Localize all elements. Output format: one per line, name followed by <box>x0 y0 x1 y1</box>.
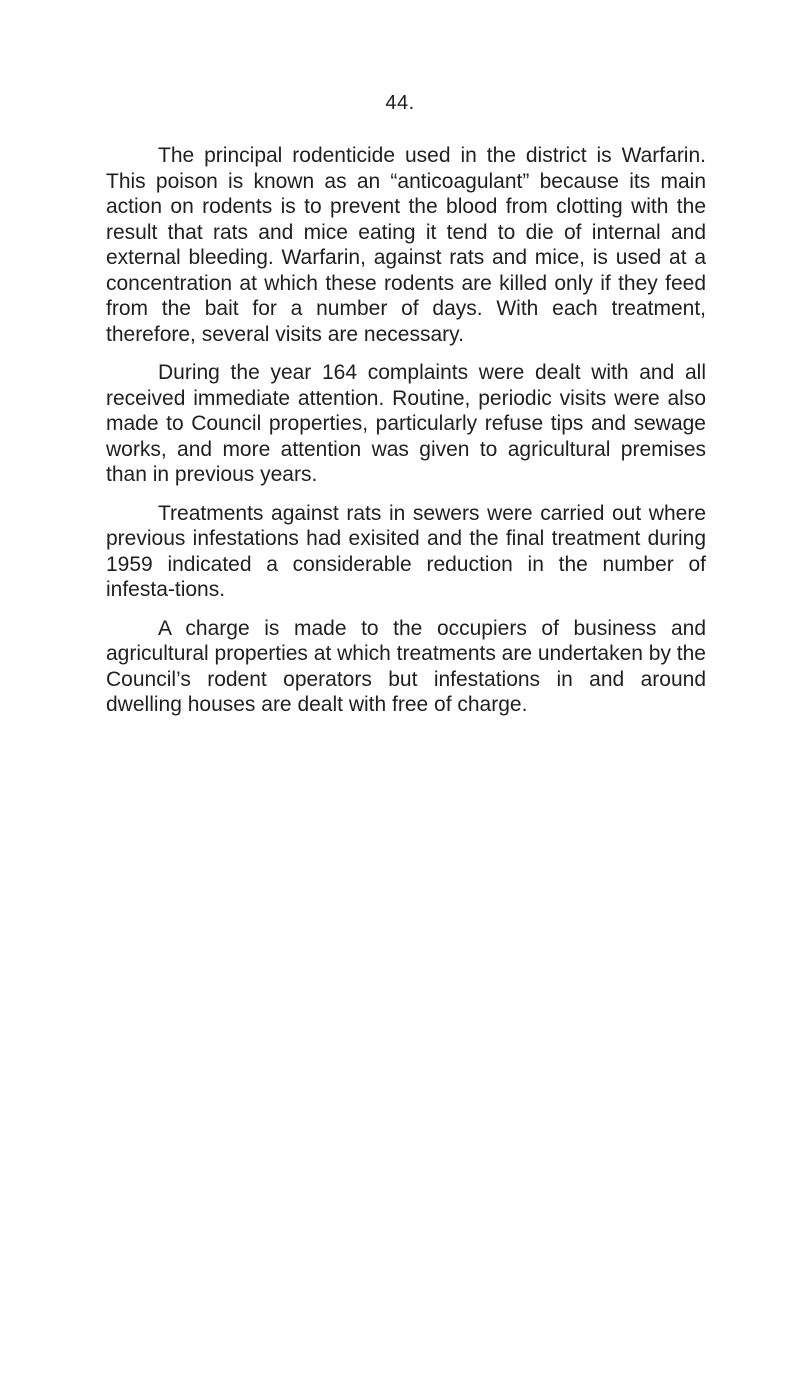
paragraph-warfarin: The principal rodenticide used in the district is Warfarin. This poison is known as an “anticoagulant” because its main action on rodents is to prevent the blood from clotting with the result that rats and mice eating it tend to die of internal and external bleeding. Warfarin, against rats and mice, is used at a concentration at which these rodents are killed only if they feed from the bait for a number of days. With each treatment, therefore, several visits are necessary. <box>106 144 706 346</box>
paragraph-complaints: During the year 164 complaints were dealt with and all received immediate attention. Routine, periodic visits were also made to Council properties, particularly refuse tips and sewage works, and more attention was given to agricultural premises than in previous years. <box>106 361 706 486</box>
page-number: 44. <box>385 92 415 114</box>
paragraph-sewer-treatments: Treatments against rats in sewers were carried out where previous infestations had exisited and the final treatment during 1959 indicated a considerable reduction in the number of infesta-tions. <box>106 501 706 601</box>
document-body <box>106 143 706 731</box>
paragraph-charges: A charge is made to the occupiers of business and agricultural properties at which treatments are undertaken by the Council’s rodent operators but infestations in and around dwelling houses are dealt with free of charge. <box>106 616 706 716</box>
